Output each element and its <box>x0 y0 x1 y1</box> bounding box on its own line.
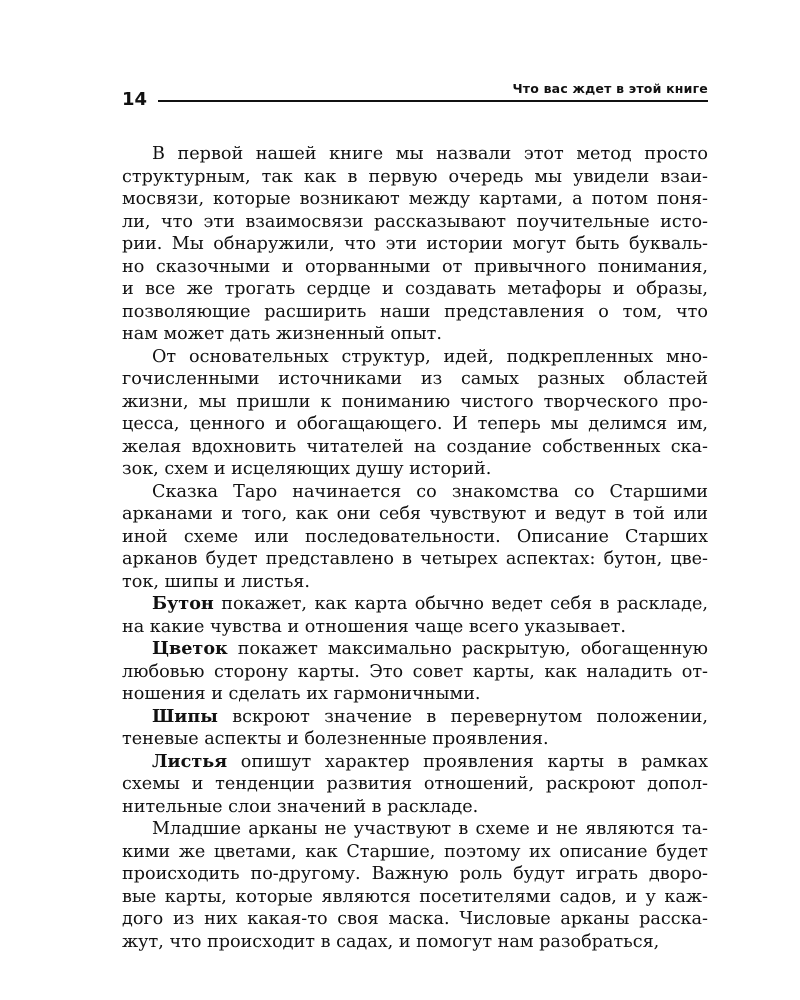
term-description: опишут характер проявления карты в рамках <box>227 751 708 772</box>
text-line: жут, что происходит в садах, и помогут нам разобраться, <box>122 931 660 952</box>
text-line: кими же цветами, как Старшие, поэтому их описание будет <box>122 841 708 862</box>
text-line <box>122 751 708 774</box>
text-line: зок, схем и исцеляющих душу историй. <box>122 459 492 479</box>
page-header <box>122 82 708 112</box>
definition-paragraph <box>122 593 708 638</box>
text-line: теневые аспекты и болезненные проявления. <box>122 729 549 749</box>
definition-paragraph <box>122 706 708 751</box>
text-line: и все же трогать сердце и создавать метафоры и образы, <box>122 279 708 299</box>
text-line <box>122 593 708 616</box>
body-text <box>122 143 708 953</box>
text-line: Сказка Таро начинается со знакомства со Старшими <box>152 481 708 502</box>
text-line: арканами и того, как они себя чувствуют и ведут в той или <box>122 504 708 524</box>
term-label: Бутон <box>152 593 214 614</box>
page-number: 14 <box>122 89 148 110</box>
header-rule <box>158 100 708 102</box>
text-line: желая вдохновить читателей на создание собственных ска- <box>122 436 708 457</box>
text-line: гочисленными источниками из самых разных областей <box>122 369 708 389</box>
text-line: мосвязи, которые возникают между картами, а потом поня- <box>122 189 708 209</box>
text-line: происходить по-другому. Важную роль будут играть дворо- <box>122 864 708 884</box>
text-line: нительные слои значений в раскладе. <box>122 796 479 817</box>
paragraph <box>122 346 708 481</box>
term-label: Шипы <box>152 705 218 727</box>
running-title: Что вас ждет в этой книге <box>512 81 708 96</box>
text-line: любовью сторону карты. Это совет карты, как наладить от- <box>122 661 708 682</box>
text-line: рии. Мы обнаружили, что эти истории могут быть букваль- <box>122 234 708 254</box>
text-line: дого из них какая-то своя маска. Числовые арканы расска- <box>122 909 708 929</box>
text-line: структурным, так как в первую очередь мы увидели взаи- <box>122 166 708 187</box>
text-line: арканов будет представлено в четырех аспектах: бутон, цве- <box>122 549 708 569</box>
text-line: ток, шипы и листья. <box>122 571 310 592</box>
paragraph <box>122 481 708 594</box>
paragraph <box>122 143 708 346</box>
definition-paragraph <box>122 638 708 706</box>
term-description: покажет максимально раскрытую, обогащенную <box>227 639 708 659</box>
text-line: От основательных структур, идей, подкрепленных мно- <box>152 346 708 367</box>
text-line: нам может дать жизненный опыт. <box>122 324 442 344</box>
text-line: цесса, ценного и обогащающего. И теперь мы делимся им, <box>122 414 708 434</box>
term-description: вскроют значение в перевернутом положении, <box>217 706 708 727</box>
text-line: ли, что эти взаимосвязи рассказывают поучительные исто- <box>122 211 708 232</box>
term-label: Листья <box>152 750 228 772</box>
term-label: Цветок <box>152 638 228 659</box>
text-line: но сказочными и оторванными от привычного понимания, <box>122 256 708 277</box>
text-line <box>122 706 708 729</box>
text-line: на какие чувства и отношения чаще всего указывает. <box>122 616 626 637</box>
term-description: покажет, как карта обычно ведет себя в раскладе, <box>213 594 708 614</box>
text-line: ношения и сделать их гармоничными. <box>122 684 481 704</box>
text-line <box>122 638 708 661</box>
text-line: иной схеме или последовательности. Описание Старших <box>122 526 708 547</box>
definition-paragraph <box>122 751 708 819</box>
text-line: схемы и тенденции развития отношений, раскроют допол- <box>122 774 708 794</box>
text-line: Младшие арканы не участвуют в схеме и не являются та- <box>152 819 708 839</box>
text-line: В первой нашей книге мы назвали этот метод просто <box>152 144 708 164</box>
text-line: вые карты, которые являются посетителями садов, и у каж- <box>122 886 708 907</box>
paragraph <box>122 818 708 953</box>
text-line: жизни, мы пришли к пониманию чистого творческого про- <box>122 391 708 412</box>
text-line: позволяющие расширить наши представления о том, что <box>122 301 708 322</box>
